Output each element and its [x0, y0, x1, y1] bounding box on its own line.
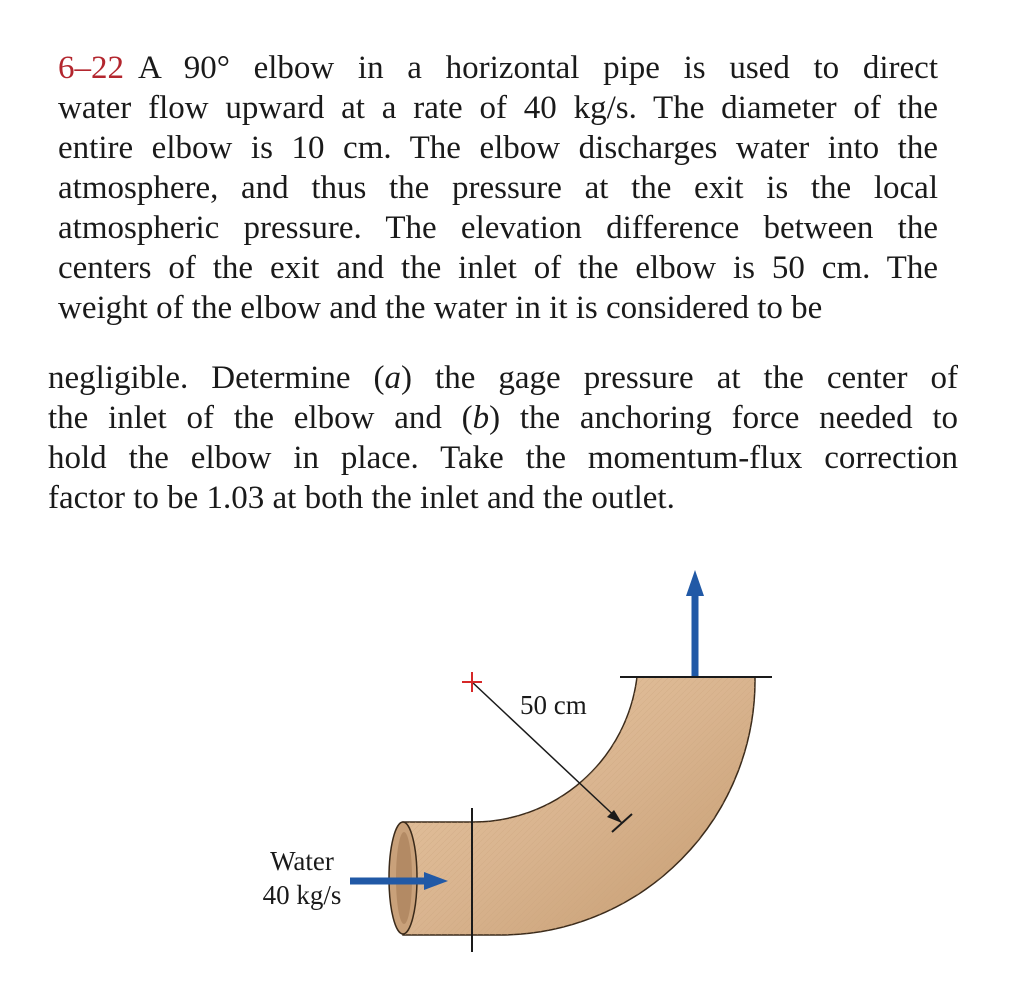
- text-line-content: A 90° elbow in a horizontal pipe is used to direct: [138, 50, 938, 86]
- text-line: negligible. Determine (a) the gage pressure at the center of: [48, 360, 958, 396]
- text-line: water flow upward at a rate of 40 kg/s. The diameter of the: [58, 90, 938, 126]
- text-line: centers of the exit and the inlet of the elbow is 50 cm. The: [58, 250, 938, 286]
- problem-paragraph-2: [48, 358, 958, 518]
- text-line: atmosphere, and thus the pressure at the exit is the local: [58, 170, 938, 206]
- problem-number: 6–22: [58, 50, 124, 86]
- text-line: weight of the elbow and the water in it is considered to be: [58, 290, 823, 326]
- text-line: factor to be 1.03 at both the inlet and the outlet.: [48, 480, 675, 516]
- text-line: atmospheric pressure. The elevation difference between the: [58, 210, 938, 246]
- elbow-figure: [0, 560, 1024, 997]
- elbow-diagram: [0, 560, 1024, 997]
- part-a-marker: a: [384, 360, 402, 396]
- part-b-marker: b: [472, 400, 490, 436]
- text-line: the inlet of the elbow and (b) the anchoring force needed to: [48, 400, 959, 436]
- flow-rate-label: 40 kg/s: [262, 880, 342, 910]
- radius-label: 50 cm: [520, 690, 587, 720]
- text-line: entire elbow is 10 cm. The elbow discharges water into the: [58, 130, 938, 166]
- outflow-arrow: [686, 570, 704, 676]
- text-line: [58, 48, 938, 88]
- water-label: Water: [270, 846, 334, 876]
- water-flow-label: [257, 844, 347, 912]
- text-line: hold the elbow in place. Take the momentum-flux correction: [48, 440, 958, 476]
- problem-paragraph-1: [58, 48, 938, 328]
